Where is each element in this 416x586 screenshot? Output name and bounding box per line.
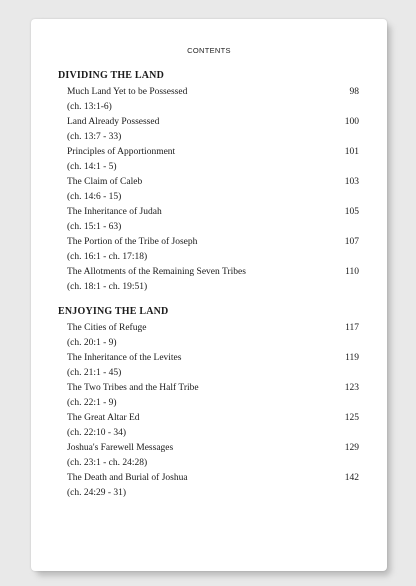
entry-reference: (ch. 23:1 - ch. 24:28) [67,458,148,468]
toc-entry[interactable] [67,236,359,266]
entry-page-number: 110 [345,267,359,277]
section-dividing-the-land [58,70,359,296]
entry-title: The Portion of the Tribe of Joseph [67,237,198,247]
toc-entry[interactable] [67,206,359,236]
entry-reference: (ch. 16:1 - ch. 17:18) [67,252,148,262]
entry-title: The Cities of Refuge [67,323,147,333]
entry-title: The Death and Burial of Joshua [67,473,188,483]
toc-entry[interactable] [67,86,359,116]
entry-title: The Inheritance of the Levites [67,353,182,363]
entry-reference: (ch. 22:1 - 9) [67,398,117,408]
toc-entry[interactable] [67,176,359,206]
entry-title: The Two Tribes and the Half Tribe [67,383,199,393]
entry-reference: (ch. 21:1 - 45) [67,368,122,378]
section-title: ENJOYING THE LAND [58,306,169,317]
entry-page-number: 103 [344,177,359,187]
entry-reference: (ch. 13:1-6) [67,102,112,112]
entry-reference: (ch. 15:1 - 63) [67,222,122,232]
contents-heading: CONTENTS [187,46,231,55]
toc-entry[interactable] [67,116,359,146]
entry-page-number: 117 [345,323,359,333]
entry-reference: (ch. 14:1 - 5) [67,162,117,172]
entry-reference: (ch. 13:7 - 33) [67,132,122,142]
section-enjoying-the-land [58,306,359,502]
entry-page-number: 98 [349,87,359,97]
entry-title: Land Already Possessed [67,117,160,127]
entry-page-number: 119 [345,353,359,363]
entry-page-number: 123 [344,383,359,393]
entry-title: Much Land Yet to be Possessed [67,87,188,97]
toc-entry[interactable] [67,472,359,502]
entry-page-number: 142 [344,473,359,483]
entry-title: Joshua's Farewell Messages [67,443,174,453]
toc-entry[interactable] [67,352,359,382]
toc-entry[interactable] [67,442,359,472]
entry-title: The Inheritance of Judah [67,207,162,217]
toc-entry[interactable] [67,322,359,352]
toc-entry[interactable] [67,266,359,296]
toc-entry[interactable] [67,146,359,176]
entry-title: The Allotments of the Remaining Seven Tribes [67,267,246,277]
document-page [31,19,387,571]
entry-title: The Great Altar Ed [67,413,140,423]
toc-entry[interactable] [67,382,359,412]
entry-page-number: 101 [344,147,359,157]
section-title: DIVIDING THE LAND [58,70,165,81]
entry-title: The Claim of Caleb [67,177,143,187]
toc-entry[interactable] [67,412,359,442]
entry-reference: (ch. 14:6 - 15) [67,192,122,202]
entry-page-number: 105 [344,207,359,217]
entry-page-number: 129 [344,443,359,453]
entry-reference: (ch. 18:1 - ch. 19:51) [67,282,148,292]
entry-page-number: 125 [344,413,359,423]
entry-reference: (ch. 24:29 - 31) [67,488,127,498]
entry-title: Principles of Apportionment [67,147,176,157]
entry-reference: (ch. 20:1 - 9) [67,338,117,348]
entry-reference: (ch. 22:10 - 34) [67,428,127,438]
entry-page-number: 107 [344,237,359,247]
entry-page-number: 100 [344,117,359,127]
